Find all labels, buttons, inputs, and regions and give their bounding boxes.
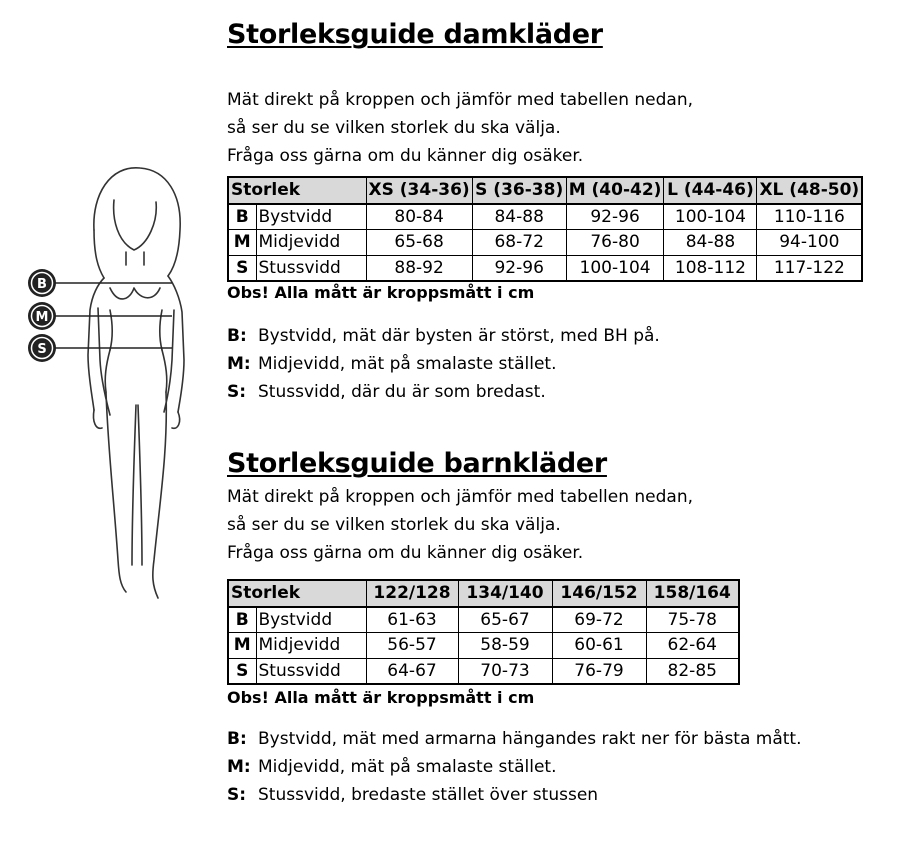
kids-guide-title: Storleksguide barnkläder <box>227 448 607 479</box>
intro-line: så ser du se vilken storlek du ska välja. <box>227 118 561 138</box>
table-cell: 65-67 <box>458 607 552 633</box>
note-key: S: <box>227 785 247 805</box>
kids-obs-note: Obs! Alla mått är kroppsmått i cm <box>227 688 535 707</box>
table-row <box>228 255 862 281</box>
table-cell: 76-80 <box>566 230 664 256</box>
table-cell: 76-79 <box>552 658 646 684</box>
header-size: 146/152 <box>552 580 646 607</box>
note-text: Midjevidd, mät på smalaste stället. <box>258 757 557 777</box>
table-row <box>228 607 739 633</box>
measure-label: Bystvidd <box>256 204 366 230</box>
measure-label: Bystvidd <box>256 607 366 633</box>
note-text: Bystvidd, mät där bysten är störst, med BH på. <box>258 326 660 346</box>
header-size: S (36-38) <box>472 177 566 204</box>
table-row <box>228 204 862 230</box>
measure-label: Midjevidd <box>256 230 366 256</box>
table-cell: 92-96 <box>472 255 566 281</box>
table-cell: 100-104 <box>566 255 664 281</box>
women-size-guide <box>227 18 863 406</box>
note-text: Stussvidd, där du är som bredast. <box>258 382 546 402</box>
intro-line: Mät direkt på kroppen och jämför med tabellen nedan, <box>227 487 694 507</box>
note-text: Midjevidd, mät på smalaste stället. <box>258 354 557 374</box>
intro-line: Fråga oss gärna om du känner dig osäker. <box>227 146 584 166</box>
table-row <box>228 230 862 256</box>
header-size: M (40-42) <box>566 177 664 204</box>
table-cell: 84-88 <box>472 204 566 230</box>
svg-text:M: M <box>35 310 49 325</box>
note-text: Bystvidd, mät med armarna hängandes rakt ner för bästa mått. <box>258 729 802 749</box>
intro-line: Fråga oss gärna om du känner dig osäker. <box>227 543 584 563</box>
header-size: 158/164 <box>646 580 739 607</box>
table-cell: 65-68 <box>366 230 472 256</box>
table-cell: 80-84 <box>366 204 472 230</box>
note-text: Stussvidd, bredaste stället över stussen <box>258 785 599 805</box>
header-size: XL (48-50) <box>757 177 862 204</box>
intro-line: Mät direkt på kroppen och jämför med tabellen nedan, <box>227 90 694 110</box>
marker-b <box>28 269 56 297</box>
measure-code: M <box>228 230 256 256</box>
note-line <box>227 725 802 753</box>
women-obs-note: Obs! Alla mått är kroppsmått i cm <box>227 283 535 302</box>
note-key: B: <box>227 729 247 749</box>
table-cell: 110-116 <box>757 204 862 230</box>
measure-code: S <box>228 255 256 281</box>
note-line <box>227 350 863 378</box>
note-line <box>227 753 802 781</box>
note-key: M: <box>227 757 251 777</box>
table-cell: 75-78 <box>646 607 739 633</box>
note-key: S: <box>227 382 247 402</box>
header-storlek: Storlek <box>228 177 366 204</box>
women-intro <box>227 86 863 170</box>
table-cell: 82-85 <box>646 658 739 684</box>
note-line <box>227 322 863 350</box>
women-measure-notes <box>227 322 863 406</box>
kids-size-guide <box>227 447 802 809</box>
svg-text:S: S <box>37 342 47 357</box>
header-size: 122/128 <box>366 580 458 607</box>
measure-code: B <box>228 204 256 230</box>
note-line <box>227 378 863 406</box>
table-cell: 58-59 <box>458 633 552 659</box>
note-key: B: <box>227 326 247 346</box>
women-size-table <box>227 176 863 282</box>
table-cell: 62-64 <box>646 633 739 659</box>
table-cell: 117-122 <box>757 255 862 281</box>
body-figure-illustration <box>22 160 222 610</box>
table-cell: 56-57 <box>366 633 458 659</box>
table-header-row <box>228 580 739 607</box>
table-row <box>228 658 739 684</box>
table-cell: 69-72 <box>552 607 646 633</box>
table-cell: 61-63 <box>366 607 458 633</box>
note-key: M: <box>227 354 251 374</box>
table-cell: 88-92 <box>366 255 472 281</box>
table-cell: 84-88 <box>664 230 757 256</box>
measure-label: Stussvidd <box>256 255 366 281</box>
table-cell: 108-112 <box>664 255 757 281</box>
kids-intro <box>227 483 802 567</box>
marker-s <box>28 334 56 362</box>
table-cell: 92-96 <box>566 204 664 230</box>
header-size: XS (34-36) <box>366 177 472 204</box>
header-size: 134/140 <box>458 580 552 607</box>
table-cell: 100-104 <box>664 204 757 230</box>
measure-code: M <box>228 633 256 659</box>
svg-text:B: B <box>37 277 47 292</box>
marker-m <box>28 302 56 330</box>
header-storlek: Storlek <box>228 580 366 607</box>
kids-measure-notes <box>227 725 802 809</box>
table-row <box>228 633 739 659</box>
table-cell: 70-73 <box>458 658 552 684</box>
table-cell: 94-100 <box>757 230 862 256</box>
measure-code: S <box>228 658 256 684</box>
intro-line: så ser du se vilken storlek du ska välja. <box>227 515 561 535</box>
women-guide-title: Storleksguide damkläder <box>227 19 603 50</box>
table-cell: 64-67 <box>366 658 458 684</box>
measure-code: B <box>228 607 256 633</box>
kids-size-table <box>227 579 740 685</box>
header-size: L (44-46) <box>664 177 757 204</box>
measure-label: Stussvidd <box>256 658 366 684</box>
measure-label: Midjevidd <box>256 633 366 659</box>
table-header-row <box>228 177 862 204</box>
table-cell: 60-61 <box>552 633 646 659</box>
table-cell: 68-72 <box>472 230 566 256</box>
note-line <box>227 781 802 809</box>
